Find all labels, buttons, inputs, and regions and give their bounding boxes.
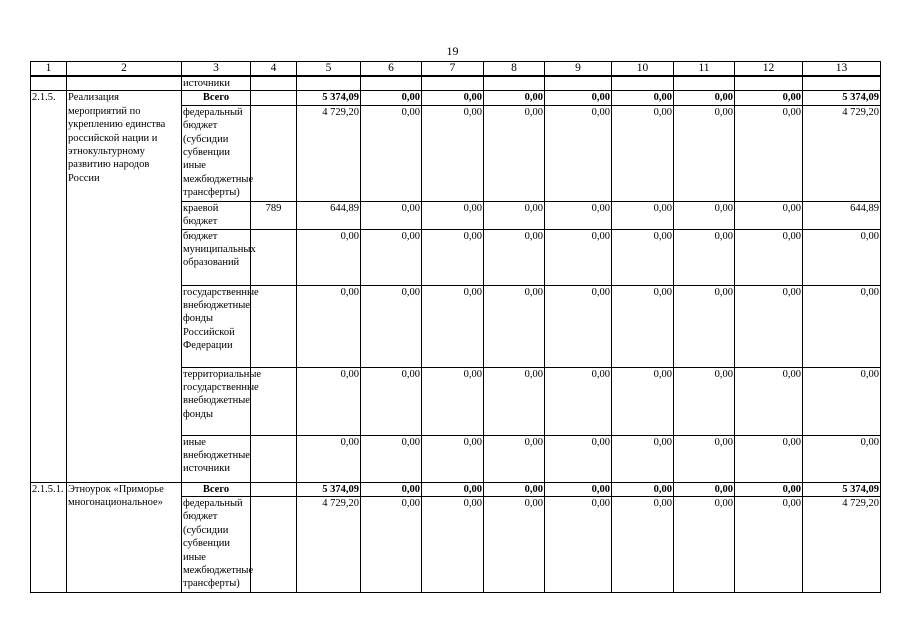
- funding-source-cell: краевой бюджет: [182, 201, 251, 229]
- amount-cell: 0,00: [484, 285, 545, 367]
- amount-cell: 0,00: [422, 435, 484, 482]
- budget-code-cell: [251, 497, 297, 593]
- amount-cell: [612, 76, 674, 91]
- column-header: 12: [735, 62, 803, 77]
- amount-cell: 0,00: [612, 482, 674, 496]
- amount-cell: 0,00: [297, 285, 361, 367]
- amount-cell: 0,00: [735, 497, 803, 593]
- amount-cell: 0,00: [361, 229, 422, 285]
- amount-cell: 0,00: [422, 201, 484, 229]
- amount-cell: 5 374,09: [297, 91, 361, 105]
- amount-cell: 0,00: [674, 435, 735, 482]
- column-header: 2: [67, 62, 182, 77]
- amount-cell: 0,00: [674, 482, 735, 496]
- amount-cell: 5 374,09: [297, 482, 361, 496]
- amount-cell: 0,00: [422, 229, 484, 285]
- column-header: 7: [422, 62, 484, 77]
- amount-cell: 0,00: [545, 201, 612, 229]
- amount-cell: 0,00: [484, 482, 545, 496]
- amount-cell: 644,89: [803, 201, 881, 229]
- funding-source-cell: федеральный бюджет (субсидии субвенции иные межбюджетные трансферты): [182, 105, 251, 201]
- amount-cell: 644,89: [297, 201, 361, 229]
- amount-cell: 0,00: [674, 285, 735, 367]
- amount-cell: 0,00: [545, 367, 612, 435]
- amount-cell: 5 374,09: [803, 482, 881, 496]
- amount-cell: 0,00: [297, 367, 361, 435]
- amount-cell: 0,00: [422, 497, 484, 593]
- amount-cell: 0,00: [484, 435, 545, 482]
- activity-name-cell: Реализация мероприятий по укреплению единства российской нации и этнокультурному развитию народов России: [67, 91, 182, 482]
- amount-cell: 0,00: [612, 497, 674, 593]
- amount-cell: 0,00: [545, 435, 612, 482]
- amount-cell: 0,00: [674, 91, 735, 105]
- amount-cell: 0,00: [361, 367, 422, 435]
- budget-code-cell: [251, 435, 297, 482]
- amount-cell: 0,00: [484, 91, 545, 105]
- funding-source-cell: источники: [182, 76, 251, 91]
- row-number-cell: [31, 76, 67, 91]
- column-header: 5: [297, 62, 361, 77]
- budget-code-cell: [251, 482, 297, 496]
- amount-cell: 0,00: [422, 285, 484, 367]
- amount-cell: 0,00: [612, 285, 674, 367]
- amount-cell: [422, 76, 484, 91]
- funding-source-cell: бюджет муниципальных образований: [182, 229, 251, 285]
- amount-cell: 0,00: [735, 435, 803, 482]
- budget-code-cell: [251, 76, 297, 91]
- amount-cell: 0,00: [803, 285, 881, 367]
- amount-cell: 0,00: [735, 105, 803, 201]
- amount-cell: 4 729,20: [297, 497, 361, 593]
- amount-cell: 4 729,20: [297, 105, 361, 201]
- amount-cell: 0,00: [422, 105, 484, 201]
- amount-cell: 0,00: [422, 367, 484, 435]
- funding-source-cell: государственные внебюджетные фонды Российской Федерации: [182, 285, 251, 367]
- amount-cell: 0,00: [545, 105, 612, 201]
- amount-cell: 0,00: [803, 367, 881, 435]
- activity-name-cell: [67, 76, 182, 91]
- amount-cell: 0,00: [545, 497, 612, 593]
- budget-table: [30, 61, 881, 593]
- funding-source-cell: иные внебюджетные источники: [182, 435, 251, 482]
- amount-cell: 0,00: [484, 201, 545, 229]
- amount-cell: [674, 76, 735, 91]
- amount-cell: 4 729,20: [803, 105, 881, 201]
- amount-cell: 0,00: [297, 435, 361, 482]
- amount-cell: 5 374,09: [803, 91, 881, 105]
- activity-name-cell: Этноурок «Приморье многонациональное»: [67, 482, 182, 592]
- amount-cell: 0,00: [612, 91, 674, 105]
- amount-cell: 0,00: [361, 285, 422, 367]
- column-header: 1: [31, 62, 67, 77]
- amount-cell: 0,00: [803, 229, 881, 285]
- amount-cell: 0,00: [361, 435, 422, 482]
- funding-source-cell: федеральный бюджет (субсидии субвенции иные межбюджетные трансферты): [182, 497, 251, 593]
- funding-source-cell: Всего: [182, 482, 251, 496]
- amount-cell: 0,00: [674, 229, 735, 285]
- amount-cell: 0,00: [361, 497, 422, 593]
- amount-cell: [484, 76, 545, 91]
- amount-cell: 0,00: [545, 229, 612, 285]
- amount-cell: 0,00: [361, 105, 422, 201]
- amount-cell: 0,00: [674, 105, 735, 201]
- amount-cell: [735, 76, 803, 91]
- amount-cell: 0,00: [545, 285, 612, 367]
- amount-cell: 0,00: [361, 201, 422, 229]
- amount-cell: [545, 76, 612, 91]
- row-number-cell: 2.1.5.1.: [31, 482, 67, 592]
- column-header: 10: [612, 62, 674, 77]
- funding-source-cell: Всего: [182, 91, 251, 105]
- table-row: [31, 482, 881, 496]
- amount-cell: 0,00: [735, 285, 803, 367]
- amount-cell: [297, 76, 361, 91]
- budget-code-cell: [251, 91, 297, 105]
- amount-cell: 0,00: [484, 229, 545, 285]
- budget-code-cell: [251, 229, 297, 285]
- amount-cell: [803, 76, 881, 91]
- amount-cell: 0,00: [361, 91, 422, 105]
- column-header: 13: [803, 62, 881, 77]
- table-body: [31, 62, 881, 593]
- amount-cell: 4 729,20: [803, 497, 881, 593]
- amount-cell: 0,00: [545, 91, 612, 105]
- column-header: 11: [674, 62, 735, 77]
- amount-cell: 0,00: [612, 435, 674, 482]
- row-number-cell: 2.1.5.: [31, 91, 67, 482]
- amount-cell: 0,00: [422, 482, 484, 496]
- table-row: [31, 76, 881, 91]
- page-number: 19: [446, 44, 459, 58]
- table-row: [31, 91, 881, 105]
- budget-code-cell: 789: [251, 201, 297, 229]
- amount-cell: 0,00: [735, 482, 803, 496]
- amount-cell: 0,00: [735, 229, 803, 285]
- amount-cell: 0,00: [735, 367, 803, 435]
- column-header: 8: [484, 62, 545, 77]
- amount-cell: 0,00: [612, 367, 674, 435]
- amount-cell: 0,00: [612, 229, 674, 285]
- column-header: 3: [182, 62, 251, 77]
- column-header: 4: [251, 62, 297, 77]
- amount-cell: 0,00: [674, 367, 735, 435]
- amount-cell: 0,00: [674, 497, 735, 593]
- amount-cell: 0,00: [484, 497, 545, 593]
- amount-cell: 0,00: [612, 105, 674, 201]
- amount-cell: 0,00: [484, 105, 545, 201]
- amount-cell: 0,00: [422, 91, 484, 105]
- amount-cell: 0,00: [735, 201, 803, 229]
- amount-cell: 0,00: [545, 482, 612, 496]
- amount-cell: 0,00: [612, 201, 674, 229]
- column-header: 6: [361, 62, 422, 77]
- funding-source-cell: территориальные государственные внебюджетные фонды: [182, 367, 251, 435]
- amount-cell: 0,00: [735, 91, 803, 105]
- amount-cell: 0,00: [484, 367, 545, 435]
- column-header: 9: [545, 62, 612, 77]
- amount-cell: 0,00: [674, 201, 735, 229]
- amount-cell: 0,00: [361, 482, 422, 496]
- amount-cell: 0,00: [297, 229, 361, 285]
- amount-cell: 0,00: [803, 435, 881, 482]
- budget-code-cell: [251, 105, 297, 201]
- amount-cell: [361, 76, 422, 91]
- column-number-row: [31, 62, 881, 77]
